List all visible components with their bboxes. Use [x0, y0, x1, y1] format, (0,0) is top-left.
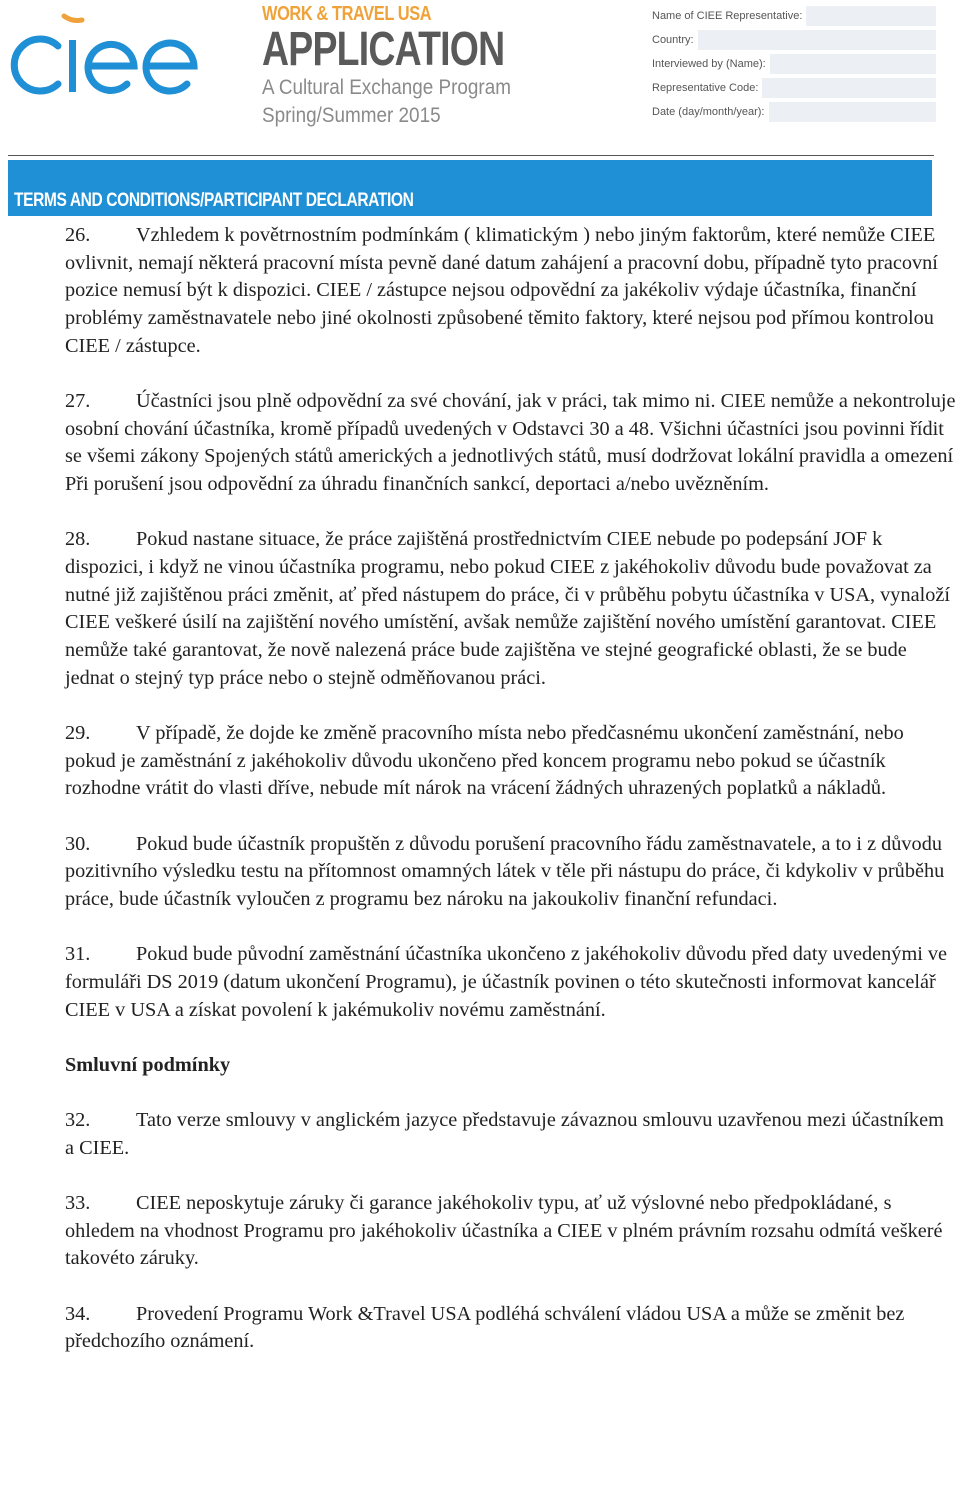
section-banner	[8, 160, 932, 216]
clause-text: Pokud bude účastník propuštěn z důvodu porušení pracovního řádu zaměstnavatele, a to i z důvodu pozitivního výsledku testu na přítomnost omamných látek v těle při nástupu do práce, či kdykoliv v průběhu práce, bude účastník vyloučen z programu bez nároku na jakoukoliv finanční refundaci.	[65, 832, 945, 911]
country-field[interactable]	[698, 30, 936, 50]
clause-text: V případě, že dojde ke změně pracovního místa nebo předčasnému ukončení zaměstnání, nebo pokud je zaměstnání z jakéhokoliv důvodu ukončeno před koncem programu nebo pokud se účastník rozhodne vrátit do vlasti dříve, nebude mít nárok na vrácení žádných uhrazených poplatků a nákladů.	[65, 722, 904, 800]
clause-number: 27.	[65, 390, 91, 413]
form-row-date	[650, 100, 936, 124]
application-title: APPLICATION	[262, 23, 505, 76]
form-label: Date (day/month/year):	[652, 106, 765, 118]
clause-text: Vzhledem k povětrnostním podmínkám ( klimatickým ) nebo jiným faktorům, které nemůže CIEE ovlivnit, nemají některá pracovní místa pevně dané datum zahájení a pracovní dobu, případně tyto pracovní pozice nemusí být k dispozici. CIEE / zástupce nejsou odpovědní za jakékoliv výdaje účastníka, finanční problémy zaměstnavatele nebo jiné okolnosti způsobené těmito faktory, které nejsou pod přímou kontrolou CIEE / zástupce.	[65, 224, 938, 357]
form-label: Name of CIEE Representative:	[652, 10, 803, 22]
header-divider	[8, 155, 934, 156]
representative-form	[650, 4, 936, 124]
clause-32	[65, 1107, 957, 1162]
clause-number: 34.	[65, 1302, 91, 1325]
form-label: Country:	[652, 34, 694, 46]
program-kicker: WORK & TRAVEL USA	[262, 3, 432, 25]
clause-number: 30.	[65, 832, 91, 855]
clause-28	[65, 526, 957, 692]
program-subtitle: A Cultural Exchange Program	[262, 76, 511, 99]
clause-text: Účastníci jsou plně odpovědní za své chování, jak v práci, tak mimo ni. CIEE nemůže a nekontroluje osobní chování účastníka, kromě případů uvedených v Odstavci 30 a 48. Všichni účastníci jsou povinni řídit se všemi zákony Spojených států amerických a jednotlivých států, musí dodržovat lokální pravidla a omezení Při porušení jsou odpovědní za úhradu finančních sankcí, deportaci a/nebo uvězněním.	[65, 390, 956, 496]
form-label: Representative Code:	[652, 82, 759, 94]
date-field[interactable]	[769, 102, 937, 122]
clause-31	[65, 941, 957, 1024]
clause-29	[65, 720, 957, 803]
clause-text: Pokud nastane situace, že práce zajištěná prostřednictvím CIEE nebude po podepsání JOF k dispozici, i když ne vinou účastníka programu, nebo pokud CIEE z jakéhokoliv důvodu bude považovat za nutné již zajištěnou práci změnit, ať před nástupem do práce, či v průběhu pobytu účastníka v USA, vynaloží CIEE veškeré úsilí na zajištění nového umístění, avšak nemůže zajištění nového umístění garantovat. CIEE nemůže také garantovat, že nově nalezená práce bude zajištěna ve stejné geografické oblasti, že se bude jednat o stejný typ práce nebo o stejně odměňovanou práci.	[65, 528, 951, 689]
clause-number: 33.	[65, 1191, 91, 1214]
application-title-block	[262, 2, 592, 130]
form-row-country	[650, 28, 936, 52]
clause-number: 32.	[65, 1109, 91, 1132]
ciee-logo-icon	[6, 6, 206, 98]
ciee-logo	[6, 6, 206, 98]
clause-number: 29.	[65, 722, 91, 745]
form-row-code	[650, 76, 936, 100]
clause-30	[65, 831, 957, 914]
form-row-representative	[650, 4, 936, 28]
clause-text: CIEE neposkytuje záruky či garance jakéhokoliv typu, ať už výslovné nebo předpokládané, s ohledem na vhodnost Programu pro jakéhokoliv účastníka a CIEE v plném právním rozsahu odmítá veškeré takovéto záruky.	[65, 1191, 943, 1270]
clause-33	[65, 1190, 957, 1273]
clause-text: Provedení Programu Work &Travel USA podléhá schválení vládou USA a může se změnit bez předchozího oznámení.	[65, 1302, 905, 1353]
representative-code-field[interactable]	[762, 78, 936, 98]
clause-26	[65, 222, 957, 361]
section-heading: Smluvní podmínky	[65, 1053, 231, 1076]
banner-title: TERMS AND CONDITIONS/PARTICIPANT DECLARATION	[14, 190, 414, 211]
clause-text: Tato verze smlouvy v anglickém jazyce představuje závaznou smlouvu uzavřenou mezi účastníkem a CIEE.	[65, 1109, 944, 1159]
document-body	[65, 222, 957, 1384]
representative-name-field[interactable]	[806, 6, 936, 26]
form-label: Interviewed by (Name):	[652, 58, 766, 70]
clause-number: 26.	[65, 224, 91, 246]
clause-27	[65, 388, 957, 499]
form-row-interviewer	[650, 52, 936, 76]
program-season: Spring/Summer 2015	[262, 104, 441, 127]
document-header	[0, 0, 960, 160]
clause-text: Pokud bude původní zaměstnání účastníka ukončeno z jakéhokoliv důvodu před daty uvedenými ve formuláři DS 2019 (datum ukončení Programu), je účastník povinen o této skutečnosti informovat kancelář CIEE v USA a získat povolení k jakémukoliv novému zaměstnání.	[65, 943, 948, 1021]
clause-number: 31.	[65, 943, 91, 966]
clause-34	[65, 1301, 957, 1356]
interviewer-field[interactable]	[770, 54, 936, 74]
clause-number: 28.	[65, 528, 91, 551]
